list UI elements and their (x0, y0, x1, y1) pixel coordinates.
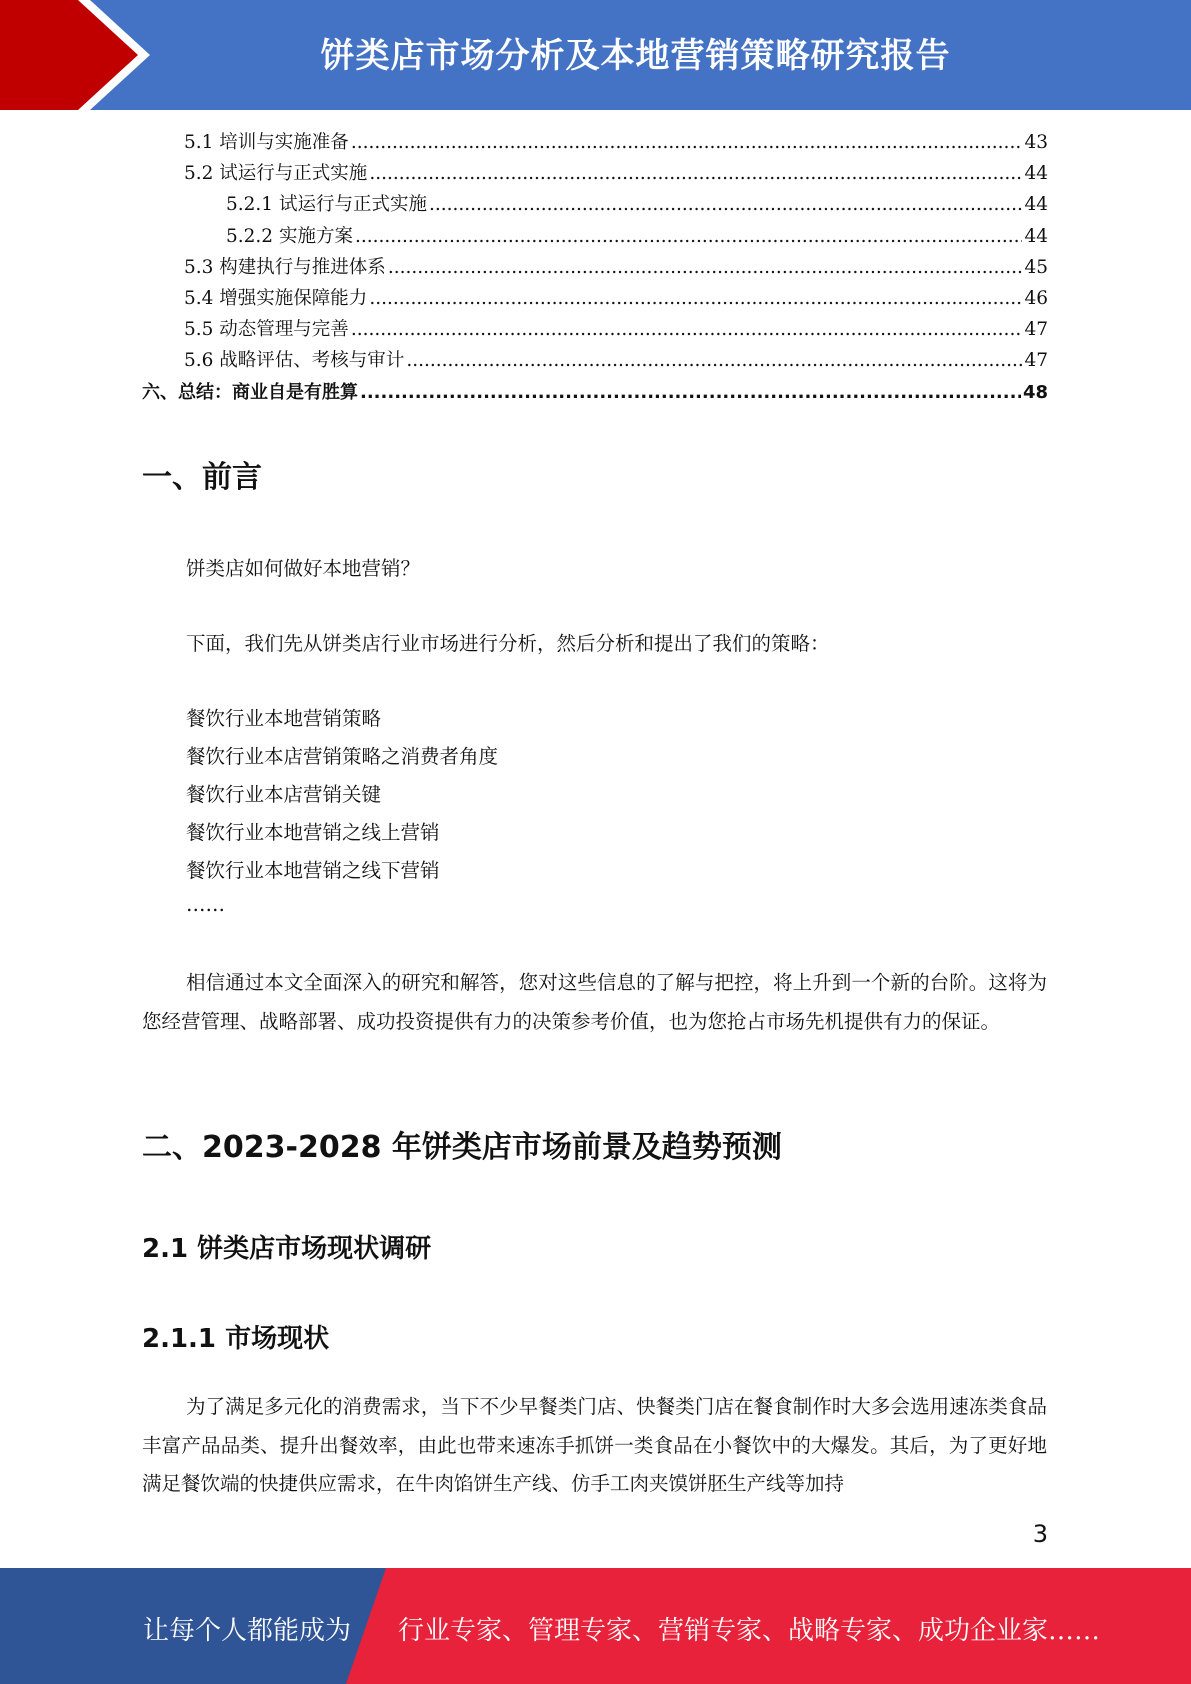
toc-entry-page: 43 (1024, 132, 1048, 153)
toc-entry[interactable] (142, 159, 1048, 190)
footer-slogan-right: 行业专家、管理专家、营销专家、战略专家、成功企业家…… (398, 1616, 1101, 1646)
list-item: 餐饮行业本店营销关键 (186, 783, 382, 806)
toc-entry[interactable] (142, 253, 1048, 284)
list-item: …… (186, 893, 225, 916)
toc-leader-dots (388, 257, 1023, 278)
toc-entry-page: 44 (1024, 194, 1048, 216)
toc-entry-label: 5.1 培训与实施准备 (184, 132, 349, 153)
toc-leader-dots (351, 132, 1023, 153)
header-band (0, 0, 1191, 110)
toc-entry-page: 48 (1022, 381, 1048, 403)
toc-leader-dots (360, 382, 1021, 403)
document-title: 饼类店市场分析及本地营销策略研究报告 (320, 36, 951, 76)
footer-slogan-left: 让每个人都能成为 (143, 1616, 352, 1646)
toc-leader-dots (429, 194, 1022, 215)
toc-entry[interactable] (142, 222, 1048, 253)
paragraph: 下面，我们先从饼类店行业市场进行分析，然后分析和提出了我们的策略： (186, 632, 830, 655)
list-item: 餐饮行业本地营销之线上营销 (186, 821, 440, 844)
toc-entry-page: 44 (1024, 225, 1048, 247)
toc-entry-label: 5.4 增强实施保障能力 (184, 287, 368, 309)
toc-entry[interactable] (142, 315, 1048, 346)
section-heading: 一、前言 (142, 460, 262, 495)
toc-entry-label: 5.3 构建执行与推进体系 (184, 256, 386, 278)
footer-band (0, 1568, 1191, 1684)
paragraph: 为了满足多元化的消费需求，当下不少早餐类门店、快餐类门店在餐食制作时大多会选用速冻类食品丰富产品品类、提升出餐效率，由此也带来速冻手抓饼一类食品在小餐饮中的大爆发。其后，为了更好地满足餐饮端的快捷供应需求，在牛肉馅饼生产线、仿手工肉夹馍饼胚生产线等加持 (142, 1395, 1047, 1495)
toc-entry-page: 47 (1024, 319, 1048, 341)
toc-leader-dots (369, 163, 1022, 184)
subsection-heading: 2.1 饼类店市场现状调研 (142, 1234, 432, 1264)
page-number: 3 (1032, 1520, 1048, 1548)
toc-leader-dots (369, 288, 1022, 309)
paragraph: 饼类店如何做好本地营销？ (186, 557, 421, 580)
toc-entry-page: 45 (1024, 256, 1048, 278)
toc-entry-label: 5.5 动态管理与完善 (184, 319, 349, 341)
subsection-heading: 2.1.1 市场现状 (142, 1324, 330, 1354)
section-heading: 二、2023-2028 年饼类店市场前景及趋势预测 (142, 1130, 782, 1165)
toc-entry-page: 46 (1024, 287, 1048, 309)
toc-entry[interactable] (142, 284, 1048, 315)
toc-entry-page: 44 (1024, 163, 1048, 185)
toc-entry-label: 5.2.2 实施方案 (226, 225, 353, 247)
toc-entry[interactable] (142, 190, 1048, 221)
table-of-contents (142, 128, 1048, 409)
toc-entry-label: 六、总结：商业自是有胜算 (142, 381, 358, 403)
toc-entry-label: 5.6 战略评估、考核与审计 (184, 350, 405, 372)
toc-entry[interactable] (142, 378, 1048, 409)
toc-entry-label: 5.2.1 试运行与正式实施 (226, 194, 427, 216)
list-item: 餐饮行业本地营销之线下营销 (186, 859, 440, 882)
list-item: 餐饮行业本地营销策略 (186, 707, 382, 730)
toc-entry-page: 47 (1024, 350, 1048, 372)
toc-leader-dots (406, 350, 1022, 371)
toc-leader-dots (355, 226, 1023, 247)
toc-leader-dots (351, 319, 1023, 340)
toc-entry[interactable] (142, 128, 1048, 159)
list-item: 餐饮行业本店营销策略之消费者角度 (186, 745, 499, 768)
strategy-list (186, 700, 498, 920)
toc-entry-label: 5.2 试运行与正式实施 (184, 163, 368, 185)
toc-entry[interactable] (142, 346, 1048, 377)
paragraph: 相信通过本文全面深入的研究和解答，您对这些信息的了解与把控，将上升到一个新的台阶。这将为您经营管理、战略部署、成功投资提供有力的决策参考价值，也为您抢占市场先机提供有力的保证。 (142, 971, 1047, 1033)
